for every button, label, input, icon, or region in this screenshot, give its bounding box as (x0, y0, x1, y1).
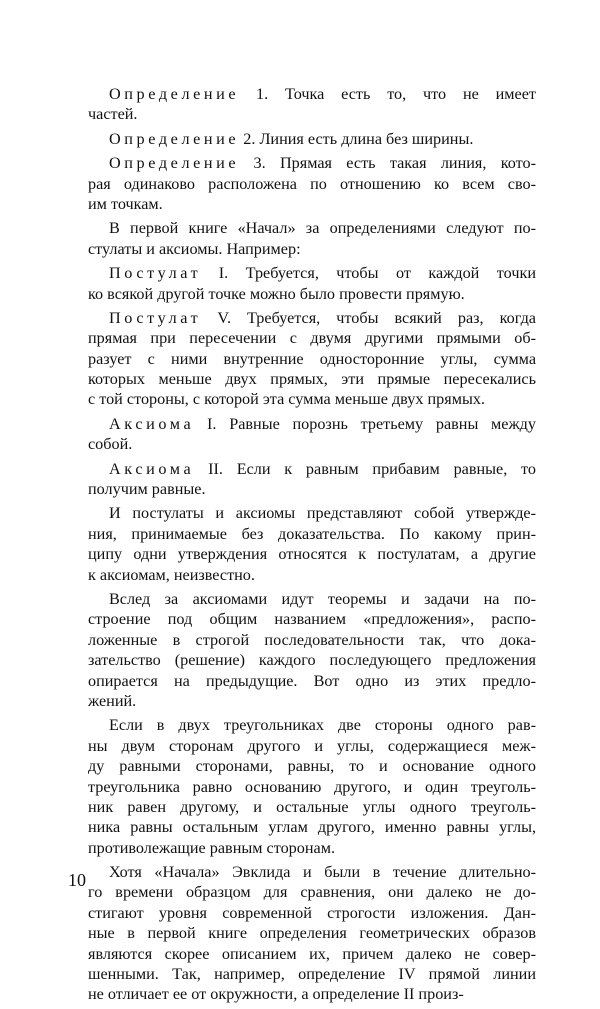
line-text: Вслед за аксиомами идут теоремы и задачи на по- (109, 589, 536, 608)
text-line (88, 671, 536, 691)
text-line (88, 715, 536, 735)
line-text: И постулаты и аксиомы представляют собой утвержде- (109, 504, 536, 523)
text-line (88, 903, 536, 923)
line-text: го времени образцом для сравнения, они далеко не до- (88, 883, 536, 902)
line-text: с той стороны, с которой эта сумма меньше двух прямых. (88, 390, 485, 409)
text-line (88, 503, 536, 523)
line-text: V. Требуется, чтобы всякий раз, когда (201, 308, 536, 327)
text-line (88, 369, 536, 389)
term-label: Определение (109, 129, 240, 148)
paragraph (88, 459, 536, 500)
text-line (88, 174, 536, 194)
text-line (88, 797, 536, 817)
line-text: шенными. Так, например, определение IV прямой линии (88, 965, 536, 984)
line-text: собой. (88, 435, 133, 454)
text-line (88, 389, 536, 409)
paragraph (88, 862, 536, 1005)
text-line (88, 459, 536, 479)
paragraph (88, 218, 536, 259)
term-label: Определение (109, 154, 240, 173)
line-text: Хотя «Начала» Эвклида и были в течение длительно- (109, 863, 536, 882)
line-text: ник равен другому, и остальные углы одного треуголь- (88, 797, 536, 816)
line-text: 2. Линия есть длина без ширины. (239, 129, 474, 148)
line-text: противолежащие равным сторонам. (88, 838, 335, 857)
line-text: ния, принимаемые без доказательства. По какому прин- (88, 524, 536, 543)
term-label: Постулат (109, 308, 202, 327)
text-line (88, 104, 536, 124)
text-line (88, 84, 536, 104)
line-text: ника равны остальным углам другого, именно равны углы, (88, 818, 536, 837)
text-line (88, 565, 536, 585)
page-body (88, 84, 536, 1009)
text-line (88, 284, 536, 304)
line-text: треугольника равно основанию другого, и один треуголь- (88, 777, 536, 796)
text-line (88, 691, 536, 711)
term-label: Определение (109, 85, 240, 103)
line-text: строение под общим названием «предложения», распо- (88, 610, 536, 629)
line-text: не отличает ее от окружности, а определение II произ- (88, 985, 464, 1004)
text-line (88, 777, 536, 797)
line-text: 3. Прямая есть такая линия, кото- (239, 154, 536, 173)
line-text: разует с ними внутренние односторонние углы, сумма (88, 349, 536, 368)
text-line (88, 944, 536, 964)
text-line (88, 862, 536, 882)
paragraph (88, 129, 536, 149)
text-line (88, 609, 536, 629)
text-line (88, 736, 536, 756)
line-text: опирается на предыдущие. Вот одно из этих предло- (88, 671, 536, 690)
text-line (88, 414, 536, 434)
line-text: I. Требуется, чтобы от каждой точки (201, 264, 536, 283)
text-line (88, 349, 536, 369)
line-text: ны двум сторонам другого и углы, содержащиеся меж- (88, 736, 536, 755)
text-line (88, 923, 536, 943)
text-line (88, 650, 536, 670)
line-text: I. Равные порознь третьему равны между (194, 414, 536, 433)
text-line (88, 756, 536, 776)
page-number: 10 (68, 870, 86, 890)
text-line (88, 882, 536, 902)
line-text: 1. Точка есть то, что не имеет (239, 85, 536, 103)
line-text: ные в первой книге определения геометрических образов (88, 924, 536, 943)
term-label: Аксиома (109, 459, 195, 478)
line-text: получим равные. (88, 480, 206, 499)
text-line (88, 817, 536, 837)
text-line (88, 630, 536, 650)
paragraph (88, 153, 536, 214)
paragraph (88, 503, 536, 585)
text-line (88, 964, 536, 984)
text-line (88, 308, 536, 328)
term-label: Аксиома (109, 414, 195, 433)
text-line (88, 524, 536, 544)
line-text: В первой книге «Начал» за определениями следуют по- (109, 219, 536, 238)
text-line (88, 838, 536, 858)
text-line (88, 153, 536, 173)
text-line (88, 194, 536, 214)
paragraph (88, 263, 536, 304)
text-line (88, 589, 536, 609)
paragraph (88, 589, 536, 711)
text-line (88, 263, 536, 283)
paragraph (88, 414, 536, 455)
line-text: стигают уровня современной строгости изложения. Дан- (88, 903, 536, 922)
line-text: стулаты и аксиомы. Например: (88, 239, 301, 258)
line-text: ципу одни утверждения относятся к постулатам, а другие (88, 545, 536, 564)
paragraph (88, 715, 536, 858)
text-line (88, 239, 536, 259)
line-text: ложенные в строгой последовательности так, что дока- (88, 630, 536, 649)
line-text: жений. (88, 691, 137, 710)
term-label: Постулат (109, 264, 202, 283)
text-line (88, 434, 536, 454)
text-line (88, 129, 536, 149)
line-text: ду равными сторонами, равны, то и основание одного (88, 757, 536, 776)
line-text: зательство (решение) каждого последующего предложения (88, 651, 536, 670)
line-text: являются скорее описанием их, причем далеко не совер- (88, 944, 536, 963)
text-line (88, 328, 536, 348)
text-line (88, 218, 536, 238)
text-line (88, 479, 536, 499)
line-text: которых меньше двух прямых, эти прямые пересекались (88, 370, 536, 389)
line-text: ко всякой другой точке можно было провести прямую. (88, 284, 465, 303)
line-text: частей. (88, 105, 138, 124)
text-line (88, 544, 536, 564)
line-text: прямая при пересечении с двумя другими прямыми об- (88, 329, 536, 348)
line-text: им точкам. (88, 194, 163, 213)
line-text: Если в двух треугольниках две стороны одного рав- (109, 716, 536, 735)
line-text: II. Если к равным прибавим равные, то (194, 459, 536, 478)
text-line (88, 984, 536, 1004)
line-text: к аксиомам, неизвестно. (88, 565, 255, 584)
paragraph (88, 84, 536, 125)
line-text: рая одинаково расположена по отношению ко всем сво- (88, 174, 536, 193)
paragraph (88, 308, 536, 410)
